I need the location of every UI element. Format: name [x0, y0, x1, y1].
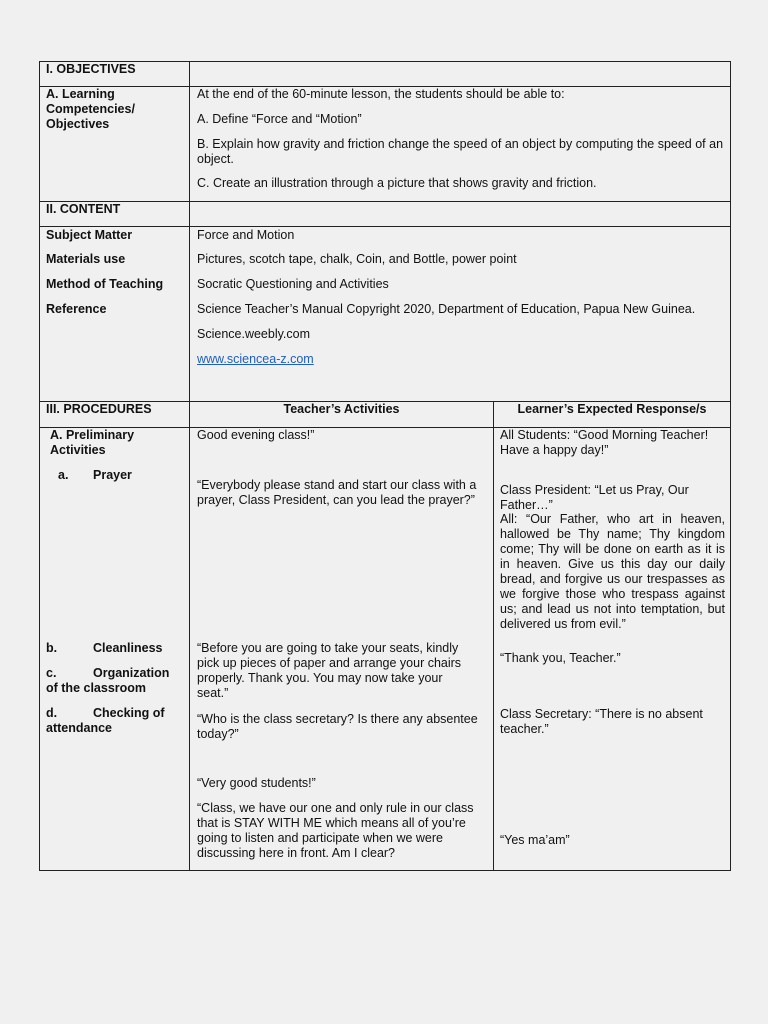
learner-secretary: Class Secretary: “There is no absent teacher.” [500, 707, 703, 736]
column-divider [189, 62, 190, 870]
objective-item: B. Explain how gravity and friction change the speed of an object by computing the speed of an object. [197, 137, 724, 166]
prayer-letter: a. [58, 468, 69, 482]
attendance-letter: d. [46, 706, 58, 720]
cleanliness-letter: b. [46, 641, 58, 655]
objective-item: A. Define “Force and “Motion” [197, 112, 362, 126]
attendance-label: Checking of [93, 706, 165, 720]
objectives-heading: I. OBJECTIVES [46, 62, 136, 76]
learner-greeting: All Students: “Good Morning Teacher! Have a happy day!” [500, 428, 709, 457]
learner-all-prayer: All: “Our Father, who art in heaven, hallowed be Thy name; Thy kingdom come; Thy will be done on earth as it is in heaven. Give us this day our daily bread, and forgive us our trespasses as we forgive those who trespass against us; and lead us not into temptation, but delivered us from evil.” [500, 512, 725, 631]
organization-letter: c. [46, 666, 57, 680]
materials-value: Pictures, scotch tape, chalk, Coin, and Bottle, power point [197, 252, 517, 266]
column-divider [493, 401, 494, 870]
organization-label: Organization [93, 666, 170, 680]
learner-responses-header: Learner’s Expected Response/s [517, 402, 707, 416]
teacher-prayer: “Everybody please stand and start our class with a prayer, Class President, can you lead the prayer?” [197, 478, 477, 507]
objectives-label: A. Learning Competencies/ Objectives [46, 87, 135, 131]
subject-value: Force and Motion [197, 228, 295, 242]
objectives-intro: At the end of the 60-minute lesson, the students should be able to: [197, 87, 565, 101]
method-value: Socratic Questioning and Activities [197, 277, 389, 291]
subject-label: Subject Matter [46, 228, 133, 242]
content-heading: II. CONTENT [46, 202, 121, 216]
teacher-secretary: “Who is the class secretary? Is there any absentee today?” [197, 712, 478, 741]
learner-yes: “Yes ma’am” [500, 833, 570, 847]
teacher-greeting: Good evening class!” [197, 428, 315, 442]
cleanliness-label: Cleanliness [93, 641, 163, 655]
objective-item: C. Create an illustration through a picture that shows gravity and friction. [197, 176, 597, 190]
procedures-heading: III. PROCEDURES [46, 402, 152, 416]
method-label: Method of Teaching [46, 277, 164, 291]
learner-thanks: “Thank you, Teacher.” [500, 651, 621, 665]
teacher-seats: “Before you are going to take your seats, kindly pick up pieces of paper and arrange your chairs properly. Thank you. You may now take your seat.” [197, 641, 462, 700]
learner-president: Class President: “Let us Pray, Our Father…” [500, 483, 689, 512]
materials-label: Materials use [46, 252, 126, 266]
teacher-very-good: “Very good students!” [197, 776, 316, 790]
teacher-rule: “Class, we have our one and only rule in our class that is STAY WITH ME which means all of you’re going to listen and participate when we were discussing here in front. Am I clear? [197, 801, 474, 860]
reference-website: Science.weebly.com [197, 327, 311, 341]
lesson-plan-table [39, 61, 731, 871]
reference-label: Reference [46, 302, 107, 316]
attendance-label-2: attendance [46, 721, 112, 735]
prayer-label: Prayer [93, 468, 132, 482]
row-divider [40, 226, 730, 227]
organization-label-2: of the classroom [46, 681, 147, 695]
reference-value: Science Teacher’s Manual Copyright 2020, Department of Education, Papua New Guinea. [197, 302, 696, 316]
reference-link[interactable]: www.sciencea-z.com [197, 352, 314, 366]
row-divider [40, 201, 730, 202]
preliminary-activities-label: A. Preliminary Activities [50, 428, 135, 457]
teacher-activities-header: Teacher’s Activities [283, 402, 400, 416]
